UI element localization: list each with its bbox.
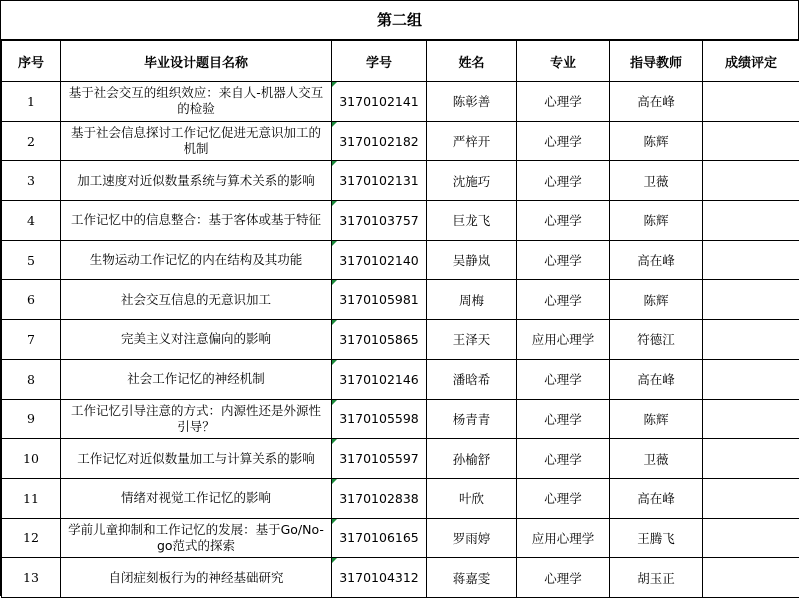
cell-major[interactable]: 心理学: [517, 478, 610, 518]
cell-name[interactable]: 杨青青: [427, 399, 517, 439]
cell-student-id[interactable]: 3170103757: [332, 201, 427, 241]
cell-advisor[interactable]: 高在峰: [610, 240, 703, 280]
cell-student-id[interactable]: 3170102838: [332, 478, 427, 518]
cell-topic[interactable]: 工作记忆对近似数量加工与计算关系的影响: [61, 439, 332, 479]
cell-advisor[interactable]: 符德江: [610, 320, 703, 360]
cell-topic[interactable]: 情绪对视觉工作记忆的影响: [61, 478, 332, 518]
table-row: [2, 201, 799, 241]
cell-no[interactable]: 2: [2, 121, 61, 161]
cell-major[interactable]: 心理学: [517, 399, 610, 439]
cell-student-id[interactable]: 3170105981: [332, 280, 427, 320]
cell-topic[interactable]: 基于社会信息探讨工作记忆促进无意识加工的机制: [61, 121, 332, 161]
cell-topic[interactable]: 基于社会交互的组织效应：来自人-机器人交互的检验: [61, 82, 332, 122]
cell-advisor[interactable]: 陈辉: [610, 121, 703, 161]
cell-student-id[interactable]: 3170102140: [332, 240, 427, 280]
cell-major[interactable]: 心理学: [517, 558, 610, 598]
cell-student-id[interactable]: 3170106165: [332, 518, 427, 558]
cell-student-id[interactable]: 3170105865: [332, 320, 427, 360]
cell-major[interactable]: 应用心理学: [517, 320, 610, 360]
cell-student-id[interactable]: 3170104312: [332, 558, 427, 598]
cell-grade[interactable]: [703, 161, 799, 201]
table-body: [2, 82, 799, 598]
cell-no[interactable]: 6: [2, 280, 61, 320]
header-row: [2, 41, 799, 82]
cell-name[interactable]: 叶欣: [427, 478, 517, 518]
cell-no[interactable]: 10: [2, 439, 61, 479]
table-row: [2, 359, 799, 399]
cell-major[interactable]: 心理学: [517, 439, 610, 479]
cell-advisor[interactable]: 高在峰: [610, 359, 703, 399]
cell-grade[interactable]: [703, 399, 799, 439]
cell-grade[interactable]: [703, 439, 799, 479]
cell-name[interactable]: 巨龙飞: [427, 201, 517, 241]
header-advisor[interactable]: 指导教师: [610, 41, 703, 82]
cell-no[interactable]: 3: [2, 161, 61, 201]
header-student-id[interactable]: 学号: [332, 41, 427, 82]
cell-advisor[interactable]: 高在峰: [610, 82, 703, 122]
cell-no[interactable]: 1: [2, 82, 61, 122]
cell-topic[interactable]: 自闭症刻板行为的神经基础研究: [61, 558, 332, 598]
cell-major[interactable]: 心理学: [517, 121, 610, 161]
header-no[interactable]: 序号: [2, 41, 61, 82]
cell-advisor[interactable]: 王腾飞: [610, 518, 703, 558]
cell-student-id[interactable]: 3170102146: [332, 359, 427, 399]
cell-major[interactable]: 心理学: [517, 240, 610, 280]
cell-advisor[interactable]: 陈辉: [610, 280, 703, 320]
table-row: [2, 82, 799, 122]
header-topic[interactable]: 毕业设计题目名称: [61, 41, 332, 82]
cell-name[interactable]: 陈彰善: [427, 82, 517, 122]
cell-grade[interactable]: [703, 518, 799, 558]
cell-advisor[interactable]: 陈辉: [610, 399, 703, 439]
header-major[interactable]: 专业: [517, 41, 610, 82]
cell-advisor[interactable]: 卫薇: [610, 439, 703, 479]
cell-no[interactable]: 9: [2, 399, 61, 439]
cell-no[interactable]: 7: [2, 320, 61, 360]
table-row: [2, 518, 799, 558]
cell-topic[interactable]: 学前儿童抑制和工作记忆的发展：基于Go/No-go范式的探索: [61, 518, 332, 558]
cell-topic[interactable]: 社会工作记忆的神经机制: [61, 359, 332, 399]
cell-major[interactable]: 心理学: [517, 280, 610, 320]
cell-grade[interactable]: [703, 280, 799, 320]
cell-grade[interactable]: [703, 359, 799, 399]
cell-advisor[interactable]: 胡玉正: [610, 558, 703, 598]
table-row: [2, 320, 799, 360]
group-title[interactable]: 第二组: [1, 1, 799, 40]
cell-student-id[interactable]: 3170102141: [332, 82, 427, 122]
cell-student-id[interactable]: 3170105597: [332, 439, 427, 479]
cell-major[interactable]: 心理学: [517, 82, 610, 122]
cell-topic[interactable]: 社会交互信息的无意识加工: [61, 280, 332, 320]
cell-grade[interactable]: [703, 201, 799, 241]
header-grade[interactable]: 成绩评定: [703, 41, 799, 82]
table-row: [2, 121, 799, 161]
cell-no[interactable]: 8: [2, 359, 61, 399]
cell-name[interactable]: 吴静岚: [427, 240, 517, 280]
cell-grade[interactable]: [703, 558, 799, 598]
cell-grade[interactable]: [703, 82, 799, 122]
cell-major[interactable]: 心理学: [517, 359, 610, 399]
cell-grade[interactable]: [703, 121, 799, 161]
table-row: [2, 240, 799, 280]
cell-grade[interactable]: [703, 320, 799, 360]
cell-name[interactable]: 周梅: [427, 280, 517, 320]
cell-no[interactable]: 11: [2, 478, 61, 518]
cell-grade[interactable]: [703, 478, 799, 518]
cell-grade[interactable]: [703, 240, 799, 280]
cell-topic[interactable]: 工作记忆引导注意的方式：内源性还是外源性引导？: [61, 399, 332, 439]
cell-name[interactable]: 王泽天: [427, 320, 517, 360]
thesis-table: [1, 40, 799, 598]
cell-name[interactable]: 严梓开: [427, 121, 517, 161]
table-row: [2, 558, 799, 598]
cell-major[interactable]: 心理学: [517, 161, 610, 201]
table-row: [2, 280, 799, 320]
cell-topic[interactable]: 加工速度对近似数量系统与算术关系的影响: [61, 161, 332, 201]
cell-name[interactable]: 罗雨婷: [427, 518, 517, 558]
cell-name[interactable]: 孙榆舒: [427, 439, 517, 479]
cell-name[interactable]: 沈施巧: [427, 161, 517, 201]
cell-no[interactable]: 5: [2, 240, 61, 280]
cell-student-id[interactable]: 3170102131: [332, 161, 427, 201]
cell-no[interactable]: 13: [2, 558, 61, 598]
table-row: [2, 161, 799, 201]
cell-advisor[interactable]: 高在峰: [610, 478, 703, 518]
cell-topic[interactable]: 生物运动工作记忆的内在结构及其功能: [61, 240, 332, 280]
table-row: [2, 478, 799, 518]
cell-student-id[interactable]: 3170105598: [332, 399, 427, 439]
cell-topic[interactable]: 工作记忆中的信息整合：基于客体或基于特征: [61, 201, 332, 241]
cell-advisor[interactable]: 陈辉: [610, 201, 703, 241]
cell-name[interactable]: 潘晗希: [427, 359, 517, 399]
table-row: [2, 399, 799, 439]
cell-no[interactable]: 12: [2, 518, 61, 558]
cell-major[interactable]: 应用心理学: [517, 518, 610, 558]
table-row: [2, 439, 799, 479]
cell-name[interactable]: 蒋嘉雯: [427, 558, 517, 598]
header-name[interactable]: 姓名: [427, 41, 517, 82]
cell-advisor[interactable]: 卫薇: [610, 161, 703, 201]
cell-topic[interactable]: 完美主义对注意偏向的影响: [61, 320, 332, 360]
cell-major[interactable]: 心理学: [517, 201, 610, 241]
cell-student-id[interactable]: 3170102182: [332, 121, 427, 161]
cell-no[interactable]: 4: [2, 201, 61, 241]
